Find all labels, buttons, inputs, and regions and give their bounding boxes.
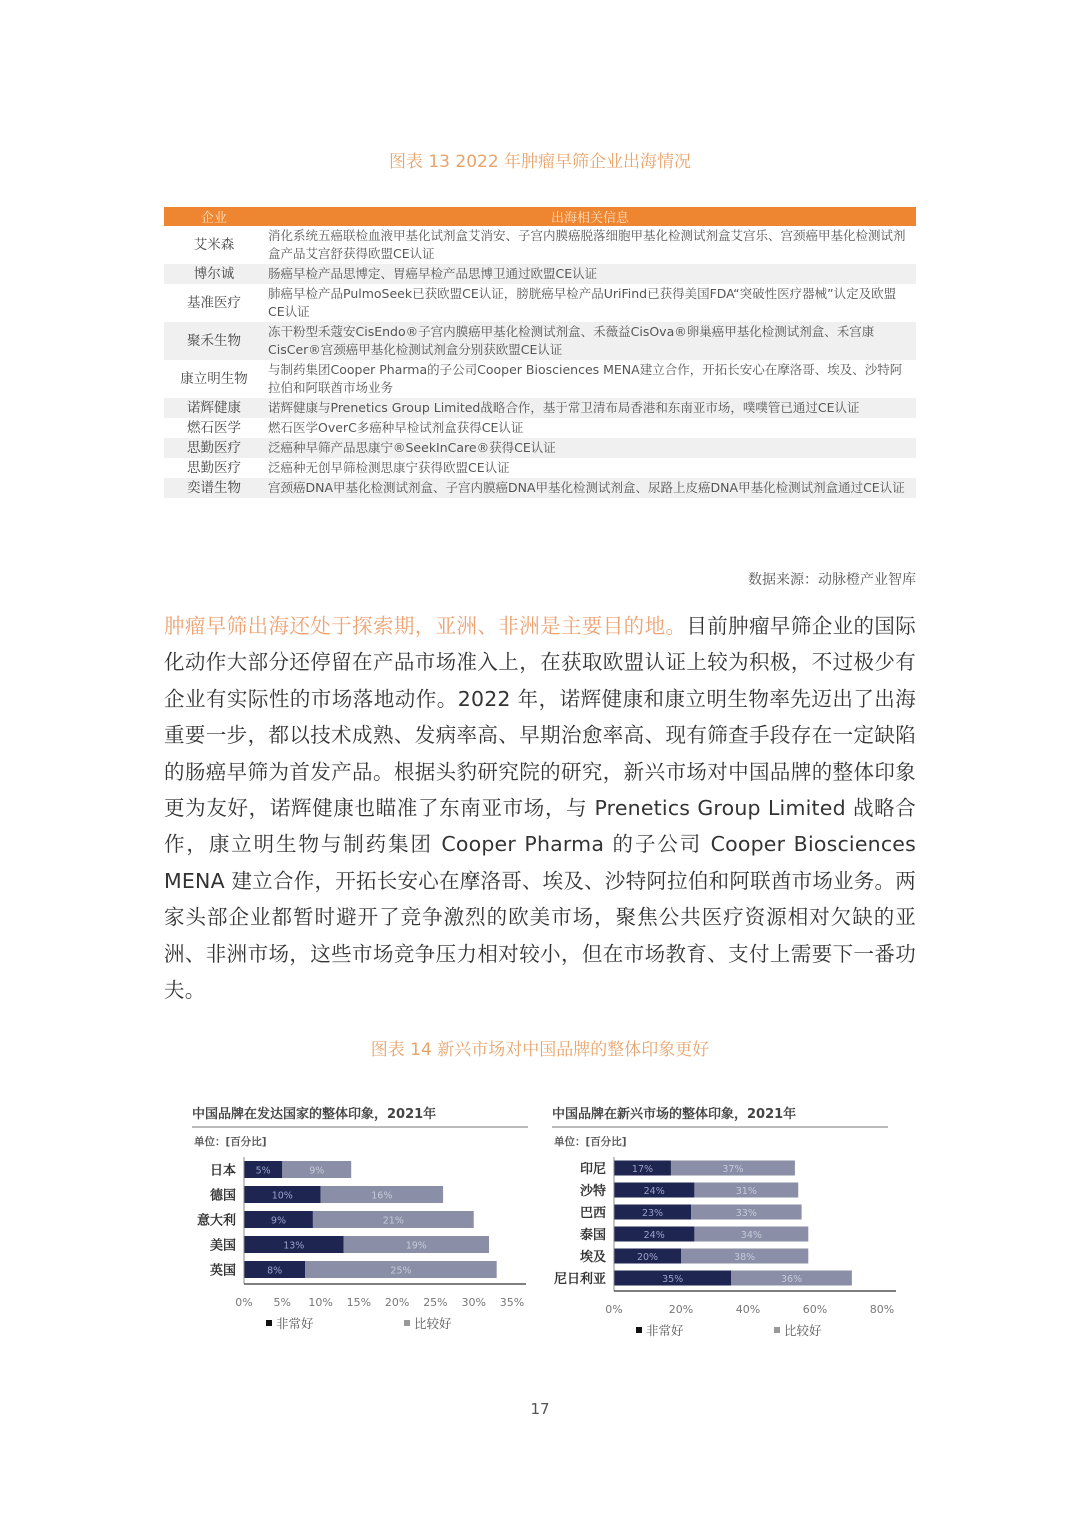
table-row	[164, 264, 916, 284]
chart-title: 中国品牌在新兴市场的整体印象，2021年	[552, 1103, 888, 1128]
legend-swatch	[266, 1320, 272, 1326]
data-label: 38%	[734, 1252, 756, 1263]
data-label: 20%	[636, 1252, 659, 1263]
data-label: 9%	[309, 1165, 325, 1177]
info-cell: 燃石医学OverC多癌种早检试剂盒获得CE认证	[268, 420, 524, 435]
table-row	[164, 284, 916, 322]
data-source: 数据来源：动脉橙产业智库	[748, 572, 916, 588]
company-cell: 思勤医疗	[187, 460, 241, 476]
category-label: 埃及	[579, 1250, 606, 1265]
x-tick-label: 5%	[273, 1296, 292, 1309]
legend-swatch	[774, 1327, 780, 1333]
category-label: 巴西	[579, 1206, 606, 1221]
table-row	[164, 458, 916, 478]
legend-label: 非常好	[646, 1323, 684, 1338]
company-cell: 艾米森	[193, 237, 235, 253]
body-paragraph	[164, 608, 916, 1008]
table-row	[164, 322, 916, 360]
info-cell: 宫颈癌DNA甲基化检测试剂盒、子宫内膜癌DNA甲基化检测试剂盒、尿路上皮癌DNA甲基化检测试剂盒通过CE认证	[264, 478, 916, 498]
header-info: 出海相关信息	[264, 207, 916, 226]
x-tick-label: 0%	[235, 1296, 253, 1309]
figure-14-caption: 图表 14 新兴市场对中国品牌的整体印象更好	[370, 1040, 710, 1060]
data-label: 37%	[722, 1164, 744, 1175]
category-label: 泰国	[579, 1228, 606, 1243]
x-tick-label: 40%	[735, 1303, 761, 1316]
data-label: 33%	[735, 1208, 757, 1219]
data-label: 36%	[780, 1274, 803, 1285]
data-label: 25%	[390, 1265, 412, 1277]
company-cell: 基准医疗	[187, 295, 241, 311]
x-tick-label: 35%	[499, 1296, 525, 1309]
data-label: 35%	[662, 1274, 684, 1285]
figure-13-caption: 图表 13 2022 年肿瘤早筛企业出海情况	[388, 152, 692, 172]
company-cell: 奕谱生物	[164, 478, 264, 498]
company-cell: 诺辉健康	[164, 398, 264, 418]
x-tick-label: 20%	[384, 1296, 410, 1309]
table-row	[164, 360, 916, 398]
info-cell: 冻干粉型禾蔻安CisEndo®子宫内膜癌甲基化检测试剂盒、禾薇益CisOva®卵巢癌甲基化检测试剂盒、禾宫康CisCer®宫颈癌甲基化检测试剂盒分别获欧盟CE认证	[264, 322, 916, 360]
data-label: 5%	[255, 1165, 271, 1177]
data-label: 24%	[643, 1230, 665, 1241]
data-label: 23%	[641, 1208, 664, 1219]
x-tick-label: 10%	[308, 1296, 333, 1309]
category-label: 英国	[209, 1263, 236, 1279]
category-label: 德国	[209, 1188, 236, 1204]
table-row	[164, 418, 916, 438]
category-label: 日本	[209, 1163, 236, 1179]
info-cell: 消化系统五癌联检血液甲基化试剂盒艾消安、子宫内膜癌脱落细胞甲基化检测试剂盒艾宫乐、宫颈癌甲基化检测试剂盒产品艾宫舒获得欧盟CE认证	[268, 228, 906, 261]
info-cell: 与制药集团Cooper Pharma的子公司Cooper Biosciences MENA建立合作，开拓长安心在摩洛哥、埃及、沙特阿拉伯和阿联酋市场业务	[268, 362, 903, 395]
category-label: 美国	[209, 1238, 236, 1254]
data-label: 8%	[267, 1265, 283, 1277]
data-label: 19%	[405, 1240, 427, 1252]
x-tick-label: 0%	[605, 1303, 623, 1316]
category-label: 意大利	[196, 1213, 236, 1229]
body-text: 目前肿瘤早筛企业的国际化动作大部分还停留在产品市场准入上，在获取欧盟认证上较为积极，不过极少有企业有实际性的市场落地动作。2022 年，诺辉健康和康立明生物率先迈出了出海重要一步，都以技术成熟、发病率高、早期治愈率高、现有筛查手段存在一定缺陷的肠癌早筛为首发产品。根据头豹研究院的研究，新兴市场对中国品牌的整体印象更为友好，诺辉健康也瞄准了东南亚市场，与 Prenetics Group Limited 战略合作，康立明生物与制药集团 Cooper Pharma 的子公司 Cooper Biosciences MENA 建立合作，开拓长安心在摩洛哥、埃及、沙特阿拉伯和阿联酋市场业务。两家头部企业都暂时避开了竞争激烈的欧美市场，聚焦公共医疗资源相对欠缺的亚洲、非洲市场，这些市场竞争压力相对较小，但在市场教育、支付上需要下一番功夫。	[164, 614, 917, 1003]
chart-developed-countries	[188, 1103, 528, 1343]
x-tick-label: 15%	[346, 1296, 372, 1309]
company-cell: 博尔诚	[164, 264, 264, 284]
company-cell: 燃石医学	[187, 420, 241, 436]
info-cell: 泛癌种无创早筛检测思康宁获得欧盟CE认证	[268, 460, 510, 475]
data-label: 9%	[270, 1215, 286, 1227]
x-tick-label: 30%	[461, 1296, 486, 1309]
data-label: 21%	[382, 1215, 404, 1227]
data-label: 10%	[271, 1190, 293, 1202]
x-tick-label: 25%	[423, 1296, 448, 1309]
table-row	[164, 398, 916, 418]
category-label: 印尼	[579, 1162, 606, 1177]
legend-swatch	[636, 1327, 642, 1333]
chart-unit-label: 单位：[百分比]	[194, 1136, 267, 1148]
data-label: 31%	[735, 1186, 757, 1197]
chart-unit-label: 单位：[百分比]	[554, 1136, 627, 1148]
table-header-row	[164, 207, 916, 226]
info-cell: 诺辉健康与Prenetics Group Limited战略合作，基于常卫清布局香港和东南亚市场，噗噗管已通过CE认证	[264, 398, 916, 418]
figure-13-table	[164, 207, 916, 498]
legend-label: 非常好	[276, 1316, 314, 1331]
highlight-sentence: 肿瘤早筛出海还处于探索期，亚洲、非洲是主要目的地。	[164, 614, 687, 638]
chart-emerging-markets	[548, 1103, 895, 1343]
info-cell: 肺癌早检产品PulmoSeek已获欧盟CE认证，膀胱癌早检产品UriFind已获得美国FDA“突破性医疗器械”认定及欧盟CE认证	[268, 286, 897, 319]
table-row	[164, 438, 916, 458]
header-company: 企业	[164, 207, 264, 226]
company-cell: 聚禾生物	[164, 322, 264, 360]
chart-plot	[188, 1149, 528, 1339]
category-label: 尼日利亚	[553, 1272, 606, 1287]
company-cell: 思勤医疗	[164, 438, 264, 458]
chart-title: 中国品牌在发达国家的整体印象，2021年	[192, 1103, 528, 1128]
data-label: 17%	[631, 1164, 654, 1175]
chart-plot	[548, 1149, 895, 1339]
legend-label: 比较好	[784, 1323, 822, 1338]
category-label: 沙特	[579, 1184, 606, 1199]
x-tick-label: 80%	[869, 1303, 895, 1316]
table-row	[164, 226, 916, 264]
company-cell: 康立明生物	[180, 371, 248, 387]
table-row	[164, 478, 916, 498]
info-cell: 泛癌种早筛产品思康宁®SeekInCare®获得CE认证	[264, 438, 916, 458]
data-label: 34%	[740, 1230, 762, 1241]
x-tick-label: 20%	[668, 1303, 694, 1316]
page-number: 17	[530, 1400, 550, 1418]
data-label: 16%	[371, 1190, 393, 1202]
data-label: 24%	[643, 1186, 665, 1197]
info-cell: 肠癌早检产品思博定、胃癌早检产品思博卫通过欧盟CE认证	[264, 264, 916, 284]
x-tick-label: 60%	[802, 1303, 828, 1316]
legend-label: 比较好	[414, 1316, 452, 1331]
data-label: 13%	[283, 1240, 305, 1252]
legend-swatch	[404, 1320, 410, 1326]
